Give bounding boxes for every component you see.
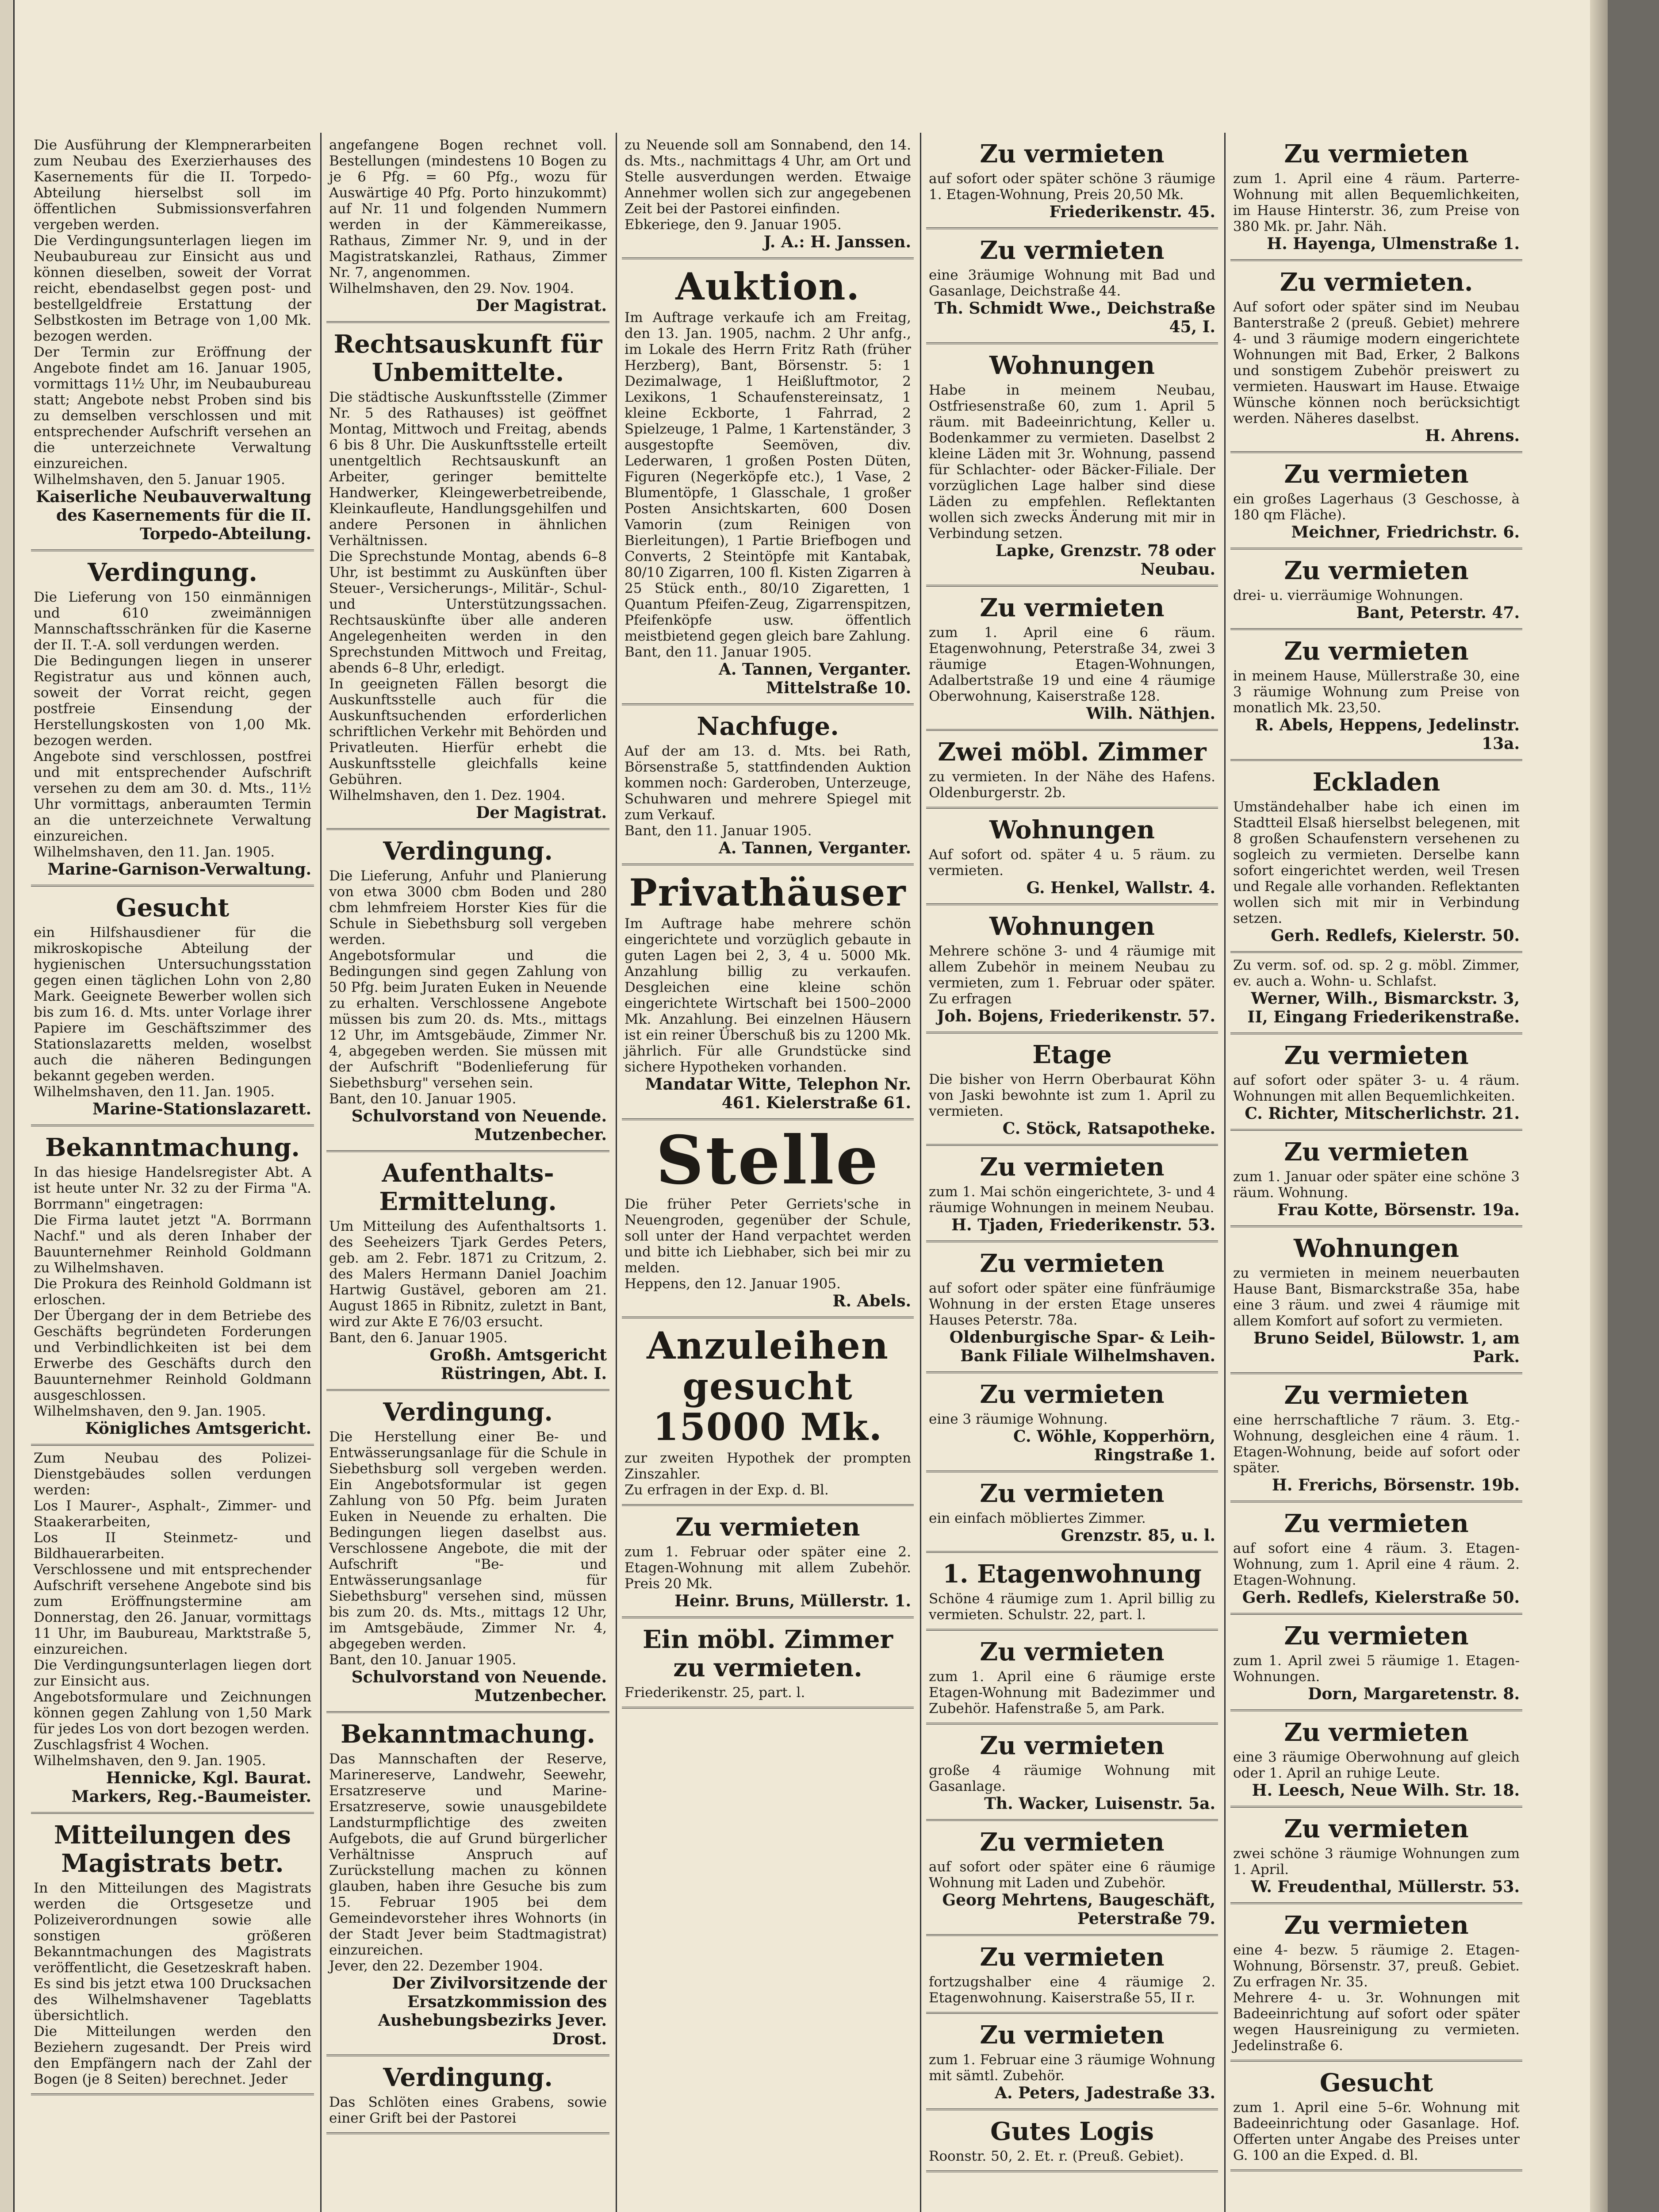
ad-signature: Der Magistrat. [476,296,607,315]
advertisement [622,259,914,705]
ad-headline: Zu vermieten [980,1380,1165,1409]
ad-headline: Zu vermieten [1284,139,1469,169]
ad-headline: Gesucht [115,893,230,922]
ad-text: Zu verm. sof. od. sp. 2 g. möbl. Zimmer, ev. auch a. Wohn- u. Schlafst. [1233,957,1520,989]
ad-headline: Zu vermieten [980,593,1165,622]
ad-text: in meinem Hause, Müllerstraße 30, eine 3 räumige Wohnung zum Preise von monatlich Mk. 23,50. [1233,668,1520,716]
advertisement [926,587,1218,731]
ad-signature: Mandatar Witte, Telephon Nr. 461. Kielerstraße 61. [645,1075,911,1112]
ad-text: Umständehalber habe ich einen im Stadtteil Elsaß hierselbst belegenen, mit 8 großen Schaufenstern versehenen zu sogleich zu vermieten. Derselbe kann sofort eingerichtet werden, weil Tresen und Regale alle vorhanden. Reflektanten wollen sich mit mir in Verbindung setzen. [1233,799,1520,926]
ad-headline: Zu vermieten [980,1828,1165,1857]
ad-text: Die Ausführung der Klempnerarbeiten zum Neubau des Exerzierhauses des Kasernements für die II. Torpedo-Abteilung hierselbst soll im öffentlichen Submissionsverfahren vergeben werden. [34,137,311,233]
ad-headline: 1. Etagenwohnung [943,1559,1202,1589]
advertisement [1230,1808,1522,1904]
ad-headline: Verdingung. [88,558,257,587]
ad-text: In geeigneten Fällen besorgt die Auskunftsstelle auch für die Auskunftsuchenden erforderlichen schriftlichen Verkehr mit Behörden und Privatleuten. Hierfür erhebt die Auskunftsstelle gleichfalls keine Gebühren. [329,676,607,787]
advertisement [31,1126,314,1446]
ad-headline: Bekanntmachung. [341,1720,595,1749]
ad-signature: Lapke, Grenzstr. 78 oder Neubau. [995,541,1215,579]
ad-text: Mehrere 4- u. 3r. Wohnungen mit Badeeinrichtung auf sofort oder später wegen Hausreinigung zu vermieten. Jedelinstraße 6. [1233,1990,1520,2054]
ad-signature: Oldenburgische Spar- & Leih-Bank Filiale Wilhelmshaven. [949,1328,1215,1365]
ad-headline: Zu vermieten [1284,637,1469,666]
advertisement [926,1033,1218,1146]
ad-text: ein einfach möbliertes Zimmer. [929,1510,1146,1526]
ad-text: angefangene Bogen rechnet voll. Bestellungen (mindestens 10 Bogen zu je 6 Pfg. = 60 Pfg., wozu für Auswärtige 40 Pfg. Porto hinzukommt) auf Nr. 11 und folgenden Nummern werden in der Kämmereikasse, Rathaus, Zimmer Nr. 9, und in der Magistratskanzlei, Rathaus, Zimmer Nr. 7, angenommen. [329,137,607,280]
column-2 [326,133,609,2212]
ad-text: zum 1. Mai schön eingerichtete, 3- und 4 räumige Wohnungen in meinem Neubau. [929,1184,1215,1216]
advertisement [326,323,609,830]
ad-headline: Wohnungen [1293,1234,1460,1263]
ad-signature: R. Abels. [832,1292,911,1310]
column-rule [1224,133,1226,2212]
ad-signature: Bruno Seidel, Bülowstr. 1, am Park. [1253,1329,1520,1366]
ad-text: Die Lieferung, Anfuhr und Planierung von etwa 3000 cbm Boden und 280 cbm lehmfreiem Horster Kies für die Schule in Siebethsburg soll vergeben werden. [329,868,607,948]
advertisement [926,809,1218,905]
ad-headline: Zu vermieten [1284,1911,1469,1940]
ad-text: Verschlossene und mit entsprechender Aufschrift versehene Angebote sind bis zum Eröffnungstermine am Donnerstag, den 26. Januar, vormittags 11 Uhr, im Baubureau, Marktstraße 5, einzureichen. [34,1562,311,1657]
ad-headline: Zu vermieten. [1280,268,1473,297]
advertisement [926,905,1218,1033]
advertisement [622,1318,914,1506]
advertisement [1230,1615,1522,1711]
ad-signature: Marine-Stationslazarett. [92,1100,311,1118]
ad-text: Bant, den 11. Januar 1905. [625,823,812,839]
ad-text: Wilhelmshaven, den 5. Januar 1905. [34,472,285,488]
ad-signature: Schulvorstand von Neuende. Mutzenbecher. [351,1107,607,1144]
ad-signature: Meichner, Friedrichstr. 6. [1291,523,1520,541]
ad-headline: Zu vermieten [1284,1041,1469,1070]
advertisement [926,2014,1218,2110]
ad-text: zum 1. Februar oder später eine 2. Etagen-Wohnung mit allem Zubehör. Preis 20 Mk. [625,1544,911,1592]
ad-signature: Schulvorstand von Neuende. Mutzenbecher. [351,1668,607,1705]
ad-headline: Eckladen [1312,768,1441,797]
ad-headline: Zu vermieten [980,1479,1165,1508]
ad-headline: Zu vermieten [1284,460,1469,489]
ad-signature: W. Freudenthal, Müllerstr. 53. [1251,1878,1520,1896]
column-rule [320,133,322,2212]
advertisement [1230,1904,1522,2062]
ad-text: eine 3räumige Wohnung mit Bad und Gasanlage, Deichstraße 44. [929,267,1215,299]
advertisement [926,1821,1218,1936]
ad-text: Das Mannschaften der Reserve, Marinereserve, Landwehr, Seewehr, Ersatzreserve und Marine-Ersatzreserve, sowie unausgebildete Landsturmpflichtige des zweiten Aufgebots, die auf Grund bürgerlicher Verhältnisse Anspruch auf Zurückstellung machen zu können glauben, haben ihre Gesuche bis zum 15. Februar 1905 bei dem Gemeindevorsteher ihres Wohnorts (in der Stadt Jever beim Stadtmagistrat) einzureichen. [329,1751,607,1958]
advertisement [926,1373,1218,1472]
column-1 [31,133,314,2212]
ad-signature: Georg Mehrtens, Baugeschäft, Peterstraße 79. [942,1891,1215,1928]
ad-text: Auf der am 13. d. Mts. bei Rath, Börsenstraße 5, stattfindenden Auktion kommen noch: Garderoben, Unterzeuge, Schuhwaren und mehrere Spiegel mit zum Verkauf. [625,743,911,823]
ad-headline: Wohnungen [989,815,1155,845]
page-edge [1590,0,1608,2212]
ad-signature: Joh. Bojens, Friederikenstr. 57. [937,1007,1215,1025]
column-rule [616,133,617,2212]
advertisement [1230,133,1522,261]
ad-headline: Gutes Logis [990,2117,1154,2146]
advertisement [1230,953,1522,1034]
advertisement [1230,1227,1522,1374]
advertisement [622,865,914,1120]
ad-signature: Th. Wacker, Luisenstr. 5a. [984,1794,1215,1813]
ad-signature: A. Peters, Jadestraße 33. [995,2084,1215,2102]
advertisement [622,1506,914,1618]
ad-text: Habe in meinem Neubau, Ostfriesenstraße 60, zum 1. April 5 räum. mit Badeeinrichtung, Keller u. Bodenkammer zu vermieten. Daselbst 2 kleine Läden mit 3r. Wohnung, passend für Schlachter- oder Bäcker-Filiale. Der vorzüglichen Lage halber sind diese Läden zu empfehlen. Reflektanten wollen sich zwecks Änderung mit mir in Verbindung setzen. [929,382,1215,541]
ad-text: In den Mitteilungen des Magistrats werden die Ortsgesetze und Polizeiverordnungen sowie alle sonstigen größeren Bekanntmachungen des Magistrats veröffentlicht, die Gesetzeskraft haben. Es sind bis jetzt etwa 100 Drucksachen des Wilhelmshavener Tageblatts übersichtlich. [34,1880,311,2024]
ad-signature: C. Richter, Mitscherlichstr. 21. [1245,1104,1520,1123]
advertisement [31,133,314,551]
ad-headline: Bekanntmachung. [45,1133,300,1162]
ad-text: Im Auftrage habe mehrere schön eingerichtete und vorzüglich gebaute in guten Lagen bei 2, 3, 4 u. 5000 Mk. Anzahlung billig zu verkaufen. Desgleichen eine kleine schön eingerichtete Wirtschaft bei 1500–2000 Mk. Anzahlung. Bei einzelnen Häusern ist ein reiner Überschuß bis zu 1200 Mk. jährlich. Für alle Grundstücke sind sichere Hypotheken vorhanden. [625,916,911,1075]
ad-text: auf sofort oder später schöne 3 räumige 1. Etagen-Wohnung, Preis 20,50 Mk. [929,171,1215,203]
ad-text: Die früher Peter Gerriets'sche in Neuengroden, gegenüber der Schule, soll unter der Hand verpachtet werden und bitte ich Liebhaber, sich bei mir zu melden. [625,1196,911,1276]
ad-text: zum 1. April eine 6 räumige erste Etagen-Wohnung mit Badezimmer und Zubehör. Hafenstraße 5, am Park. [929,1669,1215,1717]
ad-headline: Zu vermieten [980,139,1165,169]
ad-headline: Gesucht [1319,2068,1433,2097]
ad-text: zum 1. April eine 6 räum. Etagenwohnung, Peterstraße 34, zwei 3 räumige Etagen-Wohnungen, Adalbertstraße 19 und eine 4 räumige Oberwohnung, Kaiserstraße 128. [929,625,1215,704]
ad-text: Die Mitteilungen werden den Beziehern zugesandt. Der Preis wird den Empfängern nach der Zahl der Bogen (je 8 Seiten) berechnet. Jeder [34,2024,311,2087]
ad-text: ein Hilfshausdiener für die mikroskopische Abteilung der hygienischen Untersuchungsstation gegen einen täglichen Lohn von 2,80 Mark. Geeignete Bewerber wollen sich bis zum 16. d. Mts. unter Vorlage ihrer Papiere im Geschäftszimmer des Stationslazaretts melden, woselbst auch die näheren Bedingungen bekannt gegeben werden. [34,925,311,1084]
ad-text: zum 1. April eine 5–6r. Wohnung mit Badeeinrichtung oder Gasanlage. Hof. Offerten unter Angabe des Preises unter G. 100 an die Exped. d. Bl. [1233,2100,1520,2163]
advertisement [1230,1131,1522,1227]
ad-signature: G. Henkel, Wallstr. 4. [1026,879,1215,897]
advertisement [622,1120,914,1318]
ad-text: Die städtische Auskunftsstelle (Zimmer Nr. 5 des Rathauses) ist geöffnet Montag, Mittwoch und Freitag, abends 6 bis 8 Uhr. Die Auskunftsstelle erteilt unentgeltlich Rechtsauskunft an Arbeiter, geringer bemittelte Handwerker, Kleingewerbetreibende, Kleinkaufleute, Handlungsgehilfen und andere Personen in ähnlichen Verhältnissen. [329,389,607,549]
ad-text: zu Neuende soll am Sonnabend, den 14. ds. Mts., nachmittags 4 Uhr, am Ort und Stelle ausverdungen werden. Etwaige Annehmer wollen sich zur angegebenen Zeit bei der Pastorei einfinden. [625,137,911,217]
ad-signature: R. Abels, Heppens, Jedelinstr. 13a. [1255,716,1520,753]
advertisement [926,1936,1218,2014]
advertisement [1230,1374,1522,1502]
ad-headline: Zu vermieten [980,1943,1165,1972]
ad-headline: Verdingung. [383,1398,553,1427]
ad-signature: Königliches Amtsgericht. [85,1419,311,1438]
column-3 [622,133,914,2212]
advertisement [326,1391,609,1713]
ad-text: Zu erfragen in der Exp. d. Bl. [625,1482,829,1498]
advertisement [926,1146,1218,1242]
ad-text: Um Mitteilung des Aufenthaltsorts 1. des Seeheizers Tjark Gerdes Peters, geb. am 2. Febr. 1871 zu Critzum, 2. des Malers Hermann Daniel Joachim Hartwig Gustävel, geboren am 21. August 1865 in Ribnitz, zuletzt in Bant, wird zur Akte E 76/03 ersucht. [329,1218,607,1330]
ad-text: Der Termin zur Eröffnung der Angebote findet am 16. Januar 1905, vormittags 11½ Uhr, im Neubaubureau statt; Angebote nebst Proben sind bis zu demselben verschlossen und mit entsprechender Aufschrift versehen an die unterzeichnete Verwaltung einzureichen. [34,344,311,472]
ad-signature: Bant, Peterstr. 47. [1356,603,1520,622]
ad-text: Angebotsformulare und Zeichnungen können gegen Zahlung von 1,50 Mark für jedes Los von dort bezogen werden. [34,1689,311,1737]
ad-signature: Kaiserliche Neubauverwaltung des Kasernements für die II. Torpedo-Abteilung. [36,488,311,543]
advertisement [326,2056,609,2134]
ad-signature: C. Stöck, Ratsapotheke. [1002,1119,1215,1138]
advertisement [326,830,609,1152]
ad-text: Wilhelmshaven, den 9. Jan. 1905. [34,1753,266,1769]
ad-signature: H. Hayenga, Ulmenstraße 1. [1267,234,1520,253]
ad-text: Zum Neubau des Polizei-Dienstgebäudes sollen verdungen werden: [34,1450,311,1498]
ad-headline: Verdingung. [383,2063,553,2092]
ad-text: Heppens, den 12. Januar 1905. [625,1276,841,1292]
advertisement [1230,261,1522,453]
ad-text: zum 1. Februar eine 3 räumige Wohnung mit sämtl. Zubehör. [929,2052,1215,2084]
ad-headline: Aufenthalts-Ermittelung. [379,1159,557,1216]
ad-signature: Hennicke, Kgl. Baurat. Markers, Reg.-Baumeister. [71,1769,311,1806]
ad-headline: Zu vermieten [1284,1718,1469,1747]
advertisement [622,1618,914,1709]
ad-headline: Rechtsauskunft für Unbemittelte. [333,330,602,387]
ad-signature: J. A.: H. Janssen. [763,233,911,251]
ad-signature: Marine-Garnison-Verwaltung. [47,860,311,879]
ad-headline: Mitteilungen des Magistrats betr. [54,1820,291,1878]
advertisement [1230,549,1522,630]
advertisement [31,1814,314,2095]
advertisement [622,133,914,259]
ad-text: Roonstr. 50, 2. Et. r. (Preuß. Gebiet). [929,2148,1184,2164]
advertisement [326,1152,609,1391]
ad-headline: Zu vermieten [1284,1509,1469,1538]
ad-text: Los I Maurer-, Asphalt-, Zimmer- und Staakerarbeiten, [34,1498,311,1530]
ad-text: Angebotsformular und die Bedingungen sind gegen Zahlung von 50 Pfg. beim Juraten Euken in Neuende zu erhalten. Verschlossene Angebote müssen bis zum 20. ds. Mts., mittags 12 Uhr, im Amtsgebäude, Zimmer Nr. 4, abgegeben werden. Sie müssen mit der Aufschrift "Bodenlieferung für Siebethsburg" versehen sein. [329,948,607,1091]
ad-headline: Auktion. [675,265,860,308]
ad-text: auf sofort eine 4 räum. 3. Etagen-Wohnung, zum 1. April eine 4 räum. 2. Etagen-Wohnung. [1233,1540,1520,1588]
ad-signature: Dorn, Margaretenstr. 8. [1308,1685,1520,1703]
ad-text: fortzugshalber eine 4 räumige 2. Etagenwohnung. Kaiserstraße 55, II r. [929,1974,1215,2006]
advertisement [622,705,914,865]
ad-text: Die Lieferung von 150 einmännigen und 610 zweimännigen Mannschaftsschränken für die Kaserne der II. T.-A. soll verdungen werden. [34,589,311,653]
ad-headline: Anzuleihen gesucht 15000 Mk. [647,1324,889,1449]
ad-headline: Zu vermieten [1284,1621,1469,1651]
ad-signature: Friederikenstr. 45. [1049,203,1215,221]
ad-headline: Nachfuge. [697,712,839,741]
ad-text: Schöne 4 räumige zum 1. April billig zu vermieten. Schulstr. 22, part. l. [929,1591,1215,1623]
ad-headline: Zu vermieten [980,1152,1165,1182]
ad-text: Der Übergang der in dem Betriebe des Geschäfts begründeten Forderungen und Verbindlichkeiten ist bei dem Erwerbe des Geschäfts durch den Bauunternehmer Reinhold Goldmann ausgeschlossen. [34,1308,311,1403]
advertisement [326,133,609,323]
ad-text: zum 1. April eine 4 räum. Parterre-Wohnung mit allen Bequemlichkeiten, im Hause Hinterstr. 36, zum Preise von 380 Mk. pr. Jahr. Näh. [1233,171,1520,234]
ad-text: Bant, den 10. Januar 1905. [329,1091,517,1107]
ad-text: Wilhelmshaven, den 29. Nov. 1904. [329,280,574,296]
advertisement [926,1242,1218,1373]
ad-headline: Zu vermieten [980,1731,1165,1760]
ad-text: Die Sprechstunde Montag, abends 6–8 Uhr, ist bestimmt zu Auskünften über Steuer-, Versicherungs-, Militär-, Schul- und Unterstützungssachen. Rechtsauskünfte über alle anderen Angelegenheiten werden in den Sprechstunden Mittwoch und Freitag, abends 6–8 Uhr, erledigt. [329,549,607,676]
ad-text: Auf sofort oder später sind im Neubau Banterstraße 2 (preuß. Gebiet) mehrere 4- und 3 räumige modern eingerichtete Wohnungen mit Bad, Erker, 2 Balkons und sonstigem Zubehör preiswert zu vermieten. Hauswart im Hause. Etwaige Wünsche können noch berücksichtigt werden. Näheres daselbst. [1233,299,1520,426]
advertisement [1230,1034,1522,1131]
advertisement [31,551,314,887]
ad-text: Die Prokura des Reinhold Goldmann ist erloschen. [34,1276,311,1308]
ad-signature: Grenzstr. 85, u. l. [1061,1526,1215,1545]
advertisement [926,1724,1218,1821]
ad-headline: Zu vermieten [1284,1137,1469,1167]
advertisement [1230,1502,1522,1615]
ad-text: eine herrschaftliche 7 räum. 3. Etg.-Wohnung, desgleichen eine 4 räum. 1. Etagen-Wohnung, beide auf sofort oder später. [1233,1412,1520,1476]
advertisement [926,1472,1218,1553]
ad-signature: A. Tannen, Verganter. Mittelstraße 10. [718,660,911,697]
ad-text: eine 3 räumige Oberwohnung auf gleich oder 1. April an ruhige Leute. [1233,1749,1520,1781]
ad-text: eine 3 räumige Wohnung. [929,1411,1108,1427]
ad-headline: Verdingung. [383,837,553,866]
ad-signature: H. Tjaden, Friederikenstr. 53. [951,1216,1215,1234]
advertisement [31,1446,314,1814]
advertisement [926,1631,1218,1724]
ad-signature: H. Leesch, Neue Wilh. Str. 18. [1252,1781,1520,1800]
ad-text: Jever, den 22. Dezember 1904. [329,1958,543,1974]
ad-text: Los II Steinmetz- und Bildhauerarbeiten. [34,1530,311,1562]
ad-text: Ebkeriege, den 9. Januar 1905. [625,217,842,233]
ad-signature: Gerh. Redlefs, Kielerstraße 50. [1242,1588,1520,1607]
ad-text: auf sofort oder später eine 6 räumige Wohnung mit Laden und Zubehör. [929,1859,1215,1891]
ad-text: Die bisher von Herrn Oberbaurat Köhn von Jaski bewohnte ist zum 1. April zu vermieten. [929,1071,1215,1119]
advertisement [1230,761,1522,953]
ad-signature: Wilh. Näthjen. [1086,704,1215,723]
advertisement [926,344,1218,587]
ad-text: Die Firma lautet jetzt "A. Borrmann Nachf." und als deren Inhaber der Bauunternehmer Reinhold Goldmann zu Wilhelmshaven. [34,1212,311,1276]
ad-signature: Der Magistrat. [476,803,607,822]
ad-headline: Zu vermieten [1284,1381,1469,1410]
ad-text: Bant, den 10. Januar 1905. [329,1652,517,1668]
ad-headline: Wohnungen [989,912,1155,941]
ad-headline: Wohnungen [989,351,1155,380]
ad-headline: Zwei möbl. Zimmer [938,737,1207,767]
ad-text: Die Bedingungen liegen in unserer Registratur aus und können auch, soweit der Vorrat reicht, gegen postfreie Einsendung der Herstellungskosten von 1,00 Mk. bezogen werden. [34,653,311,749]
ad-text: zur zweiten Hypothek der prompten Zinszahler. [625,1450,911,1482]
ad-headline: Zu vermieten [1284,1814,1469,1843]
ad-text: zu vermieten in meinem neuerbauten Hause Bant, Bismarckstraße 35a, habe eine 3 räum. und zwei 4 räumige mit allem Komfort auf sofort zu vermieten. [1233,1265,1520,1329]
advertisement [926,1553,1218,1631]
advertisement [1230,453,1522,549]
advertisement [326,1713,609,2056]
ad-text: zu vermieten. In der Nähe des Hafens. Oldenburgerstr. 2b. [929,769,1215,801]
ad-text: Auf sofort od. später 4 u. 5 räum. zu vermieten. [929,847,1215,879]
ad-headline: Zu vermieten [980,1249,1165,1278]
ad-text: Zuschlagsfrist 4 Wochen. [34,1737,209,1753]
ad-text: zwei schöne 3 räumige Wohnungen zum 1. April. [1233,1846,1520,1878]
ad-text: auf sofort oder später 3- u. 4 räum. Wohnungen mit allen Bequemlichkeiten. [1233,1072,1520,1104]
advertisement [926,229,1218,344]
ad-text: Wilhelmshaven, den 11. Jan. 1905. [34,844,275,860]
ad-text: Bant, den 11. Januar 1905. [625,644,812,660]
ad-text: Die Herstellung einer Be- und Entwässerungsanlage für die Schule in Siebethsburg soll vergeben werden. Ein Angebotsformular ist gegen Zahlung von 50 Pfg. beim Juraten Euken in Neuende zu erhalten. Die Bedingungen liegen daselbst aus. Verschlossene Angebote, die mit der Aufschrift "Be- und Entwässerungsanlage für Siebethsburg" versehen sind, müssen bis zum 20. ds. Mts., mittags 12 Uhr, im Amtsgebäude, Zimmer Nr. 4, abgegeben werden. [329,1429,607,1652]
ad-headline: Zu vermieten [980,1637,1165,1667]
ad-text: zum 1. April zwei 5 räumige 1. Etagen-Wohnungen. [1233,1653,1520,1685]
advertisement [31,887,314,1126]
ad-signature: Großh. Amtsgericht Rüstringen, Abt. I. [429,1346,607,1383]
ad-signature: A. Tannen, Verganter. [718,839,911,857]
ad-headline: Zu vermieten [1284,556,1469,585]
ad-headline: Zu vermieten [675,1513,860,1542]
ad-signature: Heinr. Bruns, Müllerstr. 1. [674,1592,911,1610]
ad-text: ein großes Lagerhaus (3 Geschosse, à 180 qm Fläche). [1233,491,1520,523]
ad-text: große 4 räumige Wohnung mit Gasanlage. [929,1763,1215,1794]
ad-signature: H. Frerichs, Börsenstr. 19b. [1272,1476,1520,1494]
ad-headline: Stelle [655,1121,880,1199]
ad-text: Wilhelmshaven, den 9. Jan. 1905. [34,1403,266,1419]
column-rule [920,133,921,2212]
ad-text: eine 4- bezw. 5 räumige 2. Etagen-Wohnung, Börsenstr. 37, preuß. Gebiet. Zu erfragen Nr. 35. [1233,1942,1520,1990]
ad-text: zum 1. Januar oder später eine schöne 3 räum. Wohnung. [1233,1169,1520,1201]
ad-signature: C. Wöhle, Kopperhörn, Ringstraße 1. [1013,1427,1215,1464]
advertisement [926,2110,1218,2172]
ad-text: drei- u. vierräumige Wohnungen. [1233,588,1464,603]
advertisement [926,133,1218,229]
ad-signature: H. Ahrens. [1425,426,1520,445]
previous-page-edge [0,0,15,2212]
advertisement [926,731,1218,809]
ad-signature: Th. Schmidt Wwe., Deichstraße 45, I. [934,299,1215,336]
ad-text: Im Auftrage verkaufe ich am Freitag, den 13. Jan. 1905, nachm. 2 Uhr anfg., im Lokale des Herrn Fritz Rath (früher Herzberg), Bant, Börsenstr. 5: 1 Dezimalwage, 1 Heißluftmotor, 2 Lexikons, 1 Schaufenstereinsatz, 1 kleine Eckborte, 1 Fahrrad, 2 Spielzeuge, 1 Palme, 1 Kartenständer, 3 ausgestopfte Seemöven, div. Lederwaren, 1 großen Posten Düten, Figuren (Negerköpfe etc.), 1 Vase, 2 Blumentöpfe, 1 Glasschale, 1 großer Posten Ansichtskarten, 600 Dosen Vamorin (zum Reinigen von Bierleitungen), 1 Partie Briefbogen und Converts, 2 Steintöpfe mit Kantabak, 80/10 Zigarren, 100 fl. Kisten Zigarren à 25 Stück enth., 80/10 Zigaretten, 1 Quantum Pfeifen-Zeug, Zigarrenspitzen, Pfeifenköpfe usw. öffentlich meistbietend gegen gleich bare Zahlung. [625,310,911,644]
column-4 [926,133,1218,2212]
ad-text: Wilhelmshaven, den 1. Dez. 1904. [329,787,566,803]
ad-text: Das Schlöten eines Grabens, sowie einer Grift bei der Pastorei [329,2094,607,2126]
ad-signature: Gerh. Redlefs, Kielerstr. 50. [1271,926,1520,945]
ad-headline: Zu vermieten [980,236,1165,265]
ad-headline: Etage [1032,1040,1112,1069]
advertisement [1230,1711,1522,1808]
ad-text: Friederikenstr. 25, part. l. [625,1685,805,1701]
ad-text: Die Verdingungsunterlagen liegen dort zur Einsicht aus. [34,1657,311,1689]
ad-text: Mehrere schöne 3- und 4 räumige mit allem Zubehör in meinem Neubau zu vermieten, zum 1. Februar oder später. Zu erfragen [929,943,1215,1007]
column-5 [1230,133,1522,2212]
ad-headline: Ein möbl. Zimmer zu vermieten. [643,1625,893,1682]
advertisement [1230,2062,1522,2171]
ad-text: Bant, den 6. Januar 1905. [329,1330,508,1346]
advertisement [1230,630,1522,761]
ad-headline: Privathäuser [629,871,907,914]
ad-text: auf sofort oder später eine fünfräumige Wohnung in der ersten Etage unseres Hauses Peterstr. 78a. [929,1280,1215,1328]
ad-signature: Der Zivilvorsitzende der Ersatzkommission des Aushebungsbezirks Jever. Drost. [378,1974,607,2048]
ad-text: Die Verdingungsunterlagen liegen im Neubaubureau zur Einsicht aus und können dieselben, soweit der Vorrat reicht, ebendaselbst gegen post- und bestellgeldfreie Erstattung der Selbstkosten im Betrage von 1,00 Mk. bezogen werden. [34,233,311,344]
ad-headline: Zu vermieten [980,2020,1165,2050]
ad-text: In das hiesige Handelsregister Abt. A ist heute unter Nr. 32 zu der Firma "A. Borrmann" eingetragen: [34,1164,311,1212]
ad-signature: Frau Kotte, Börsenstr. 19a. [1277,1201,1520,1219]
ad-text: Angebote sind verschlossen, postfrei und mit entsprechender Aufschrift versehen zu dem am 30. d. Mts., 11½ Uhr vormittags, anberaumten Termin an die unterzeichnete Verwaltung einzureichen. [34,749,311,844]
ad-signature: Werner, Wilh., Bismarckstr. 3, II, Eingang Friederikenstraße. [1247,989,1520,1026]
ad-text: Wilhelmshaven, den 11. Jan. 1905. [34,1084,275,1100]
